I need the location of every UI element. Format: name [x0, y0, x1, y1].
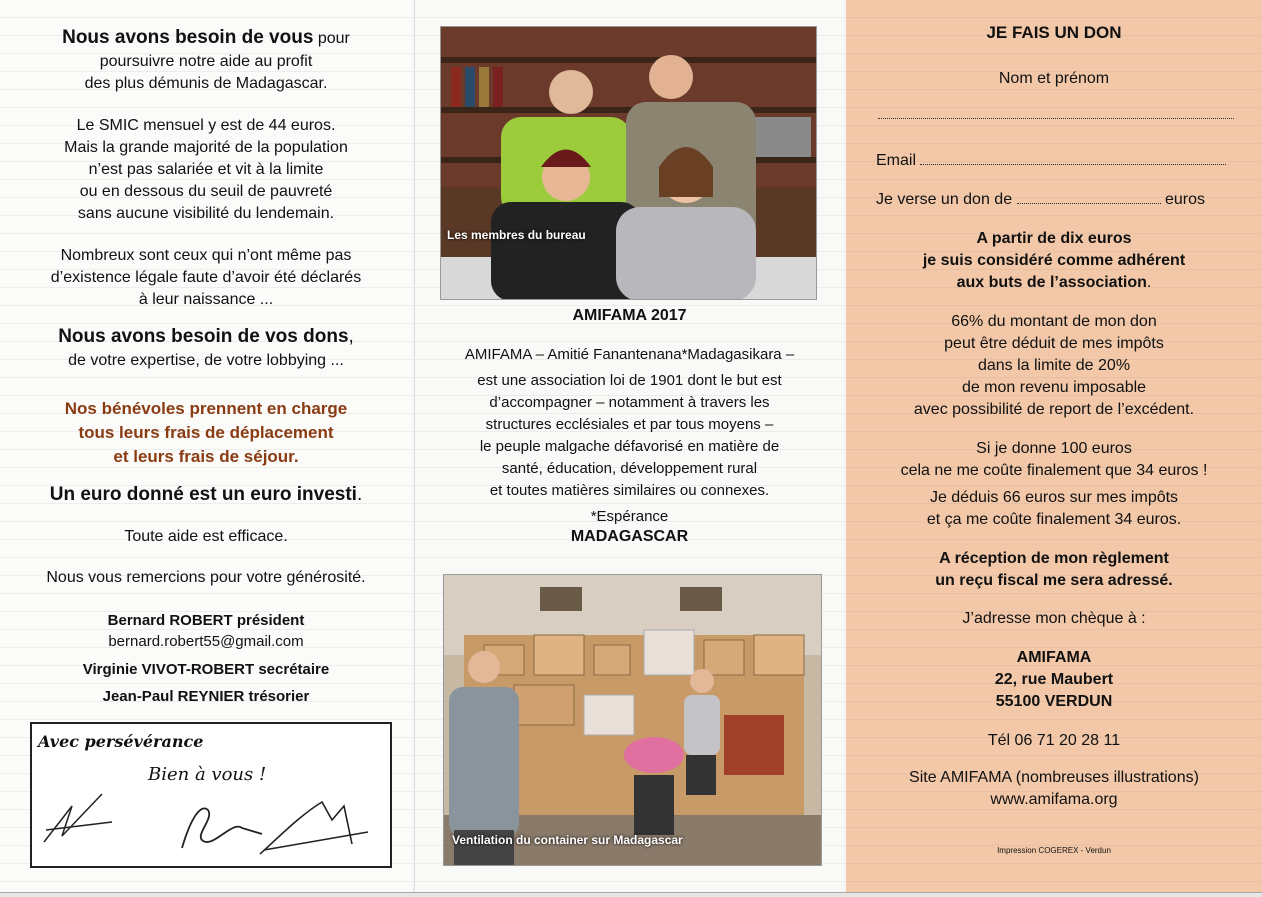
description-line: d’accompagner – notamment à travers les	[489, 394, 770, 411]
description-line: structures ecclésiales et par tous moyens –	[485, 416, 774, 433]
deduction-line: dans la limite de 20%	[977, 357, 1131, 374]
adherent-dot: .	[1146, 274, 1152, 291]
deduction-line: 66% du montant de mon don	[951, 313, 1157, 330]
president-name: Bernard ROBERT président	[107, 612, 305, 629]
remerciement-text: Nous vous remercions pour votre générosité.	[46, 569, 366, 586]
dons-line: de votre expertise, de votre lobbying ...	[68, 352, 344, 369]
intro-line: des plus démunis de Madagascar.	[84, 75, 328, 92]
amifama-title: AMIFAMA 2017	[572, 307, 687, 324]
description-line: santé, éducation, développement rural	[501, 460, 758, 477]
name-field-line[interactable]	[878, 118, 1234, 119]
deduction-line: avec possibilité de report de l’excédent.	[913, 401, 1195, 418]
photo-container	[443, 574, 822, 866]
benevoles-line: et leurs frais de séjour.	[113, 447, 299, 466]
amount-row	[876, 189, 1256, 211]
site-line: Site AMIFAMA (nombreuses illustrations)	[909, 769, 1199, 786]
signature-scribble-2	[182, 808, 262, 848]
secretaire-name: Virginie VIVOT-ROBERT secrétaire	[82, 661, 330, 678]
left-panel	[0, 0, 412, 892]
euro-heading	[0, 484, 412, 507]
dons-heading	[0, 326, 412, 349]
adherent-line-last	[846, 272, 1262, 294]
adherent-line: A partir de dix euros	[976, 230, 1132, 247]
euro-dot: .	[356, 484, 363, 505]
example2-line: et ça me coûte finalement 34 euros.	[926, 511, 1182, 528]
legal-line: Nombreux sont ceux qui n’ont même pas	[60, 247, 352, 264]
address-line: 55100 VERDUN	[995, 693, 1113, 710]
email-label: Email	[876, 152, 917, 169]
printer-credit: Impression COGEREX - Verdun	[997, 846, 1111, 855]
photo-board-members-image	[441, 27, 817, 300]
example-line: Si je donne 100 euros	[976, 440, 1132, 457]
legal-line: à leur naissance ...	[138, 291, 274, 308]
deduction-line: de mon revenu imposable	[961, 379, 1147, 396]
intro-heading	[0, 27, 412, 50]
intro-rest: pour	[317, 30, 350, 47]
smic-line: ou en dessous du seuil de pauvreté	[79, 183, 333, 200]
smic-line: Mais la grande majorité de la population	[64, 139, 348, 156]
receipt-line: A réception de mon règlement	[939, 550, 1169, 567]
scan-bottom-edge	[0, 892, 1262, 897]
deduction-line: peut être déduit de mes impôts	[944, 335, 1164, 352]
efficace-text: Toute aide est efficace.	[124, 528, 288, 545]
middle-panel	[414, 0, 844, 892]
photo-container-image	[444, 575, 822, 866]
signature-box	[30, 722, 392, 868]
footnote: *Espérance	[590, 508, 669, 525]
site-url[interactable]: www.amifama.org	[990, 791, 1118, 808]
signature-scribble-1	[44, 794, 112, 842]
legal-line: d’existence légale faute d’avoir été déclarés	[50, 269, 362, 286]
intro-line: poursuivre notre aide au profit	[99, 53, 313, 70]
description-line: est une association loi de 1901 dont le but est	[477, 372, 782, 389]
president-email[interactable]: bernard.robert55@gmail.com	[108, 633, 304, 650]
signature-line-1: Avec persévérance	[38, 732, 204, 751]
dons-bold: Nous avons besoin de vos dons	[58, 326, 349, 347]
smic-line: sans aucune visibilité du lendemain.	[77, 205, 335, 222]
right-panel	[846, 0, 1262, 892]
photo-board-members	[440, 26, 817, 300]
signatures-drawing	[32, 724, 390, 866]
address-intro: J’adresse mon chèque à :	[962, 610, 1146, 627]
amount-unit: euros	[1165, 191, 1206, 208]
email-row	[876, 150, 1236, 172]
smic-line: Le SMIC mensuel y est de 44 euros.	[76, 117, 336, 134]
receipt-line: un reçu fiscal me sera adressé.	[935, 572, 1173, 589]
photo-board-members-caption: Les membres du bureau	[447, 228, 586, 242]
email-field-line[interactable]	[920, 164, 1226, 165]
euro-bold: Un euro donné est un euro investi	[49, 484, 357, 505]
tresorier-name: Jean-Paul REYNIER trésorier	[102, 688, 310, 705]
address-line: AMIFAMA	[1016, 649, 1092, 666]
adherent-line: je suis considéré comme adhérent	[922, 252, 1186, 269]
amount-label: Je verse un don de	[876, 191, 1013, 208]
dons-comma: ,	[348, 326, 354, 347]
benevoles-line: tous leurs frais de déplacement	[78, 423, 334, 442]
example-line: cela ne me coûte finalement que 34 euros !	[900, 462, 1208, 479]
phone-number: Tél 06 71 20 28 11	[987, 732, 1121, 749]
signature-scribble-3	[260, 802, 368, 854]
amount-field-line[interactable]	[1017, 203, 1161, 204]
name-label: Nom et prénom	[998, 70, 1110, 87]
don-title: JE FAIS UN DON	[986, 23, 1122, 42]
country-name: MADAGASCAR	[570, 528, 689, 545]
address-line: 22, rue Maubert	[994, 671, 1114, 688]
signature-line-2: Bien à vous !	[148, 764, 267, 785]
benevoles-line: Nos bénévoles prennent en charge	[64, 399, 348, 418]
description-line: le peuple malgache défavorisé en matière de	[479, 438, 780, 455]
intro-bold: Nous avons besoin de vous	[62, 27, 314, 48]
description-line: et toutes matières similaires ou connexes.	[489, 482, 770, 499]
smic-line: n’est pas salariée et vit à la limite	[88, 161, 324, 178]
amifama-subtitle: AMIFAMA – Amitié Fanantenana*Madagasikara –	[464, 346, 795, 363]
adherent-text: aux buts de l’association	[956, 274, 1147, 291]
example2-line: Je déduis 66 euros sur mes impôts	[929, 489, 1179, 506]
photo-container-caption: Ventilation du container sur Madagascar	[452, 833, 683, 847]
